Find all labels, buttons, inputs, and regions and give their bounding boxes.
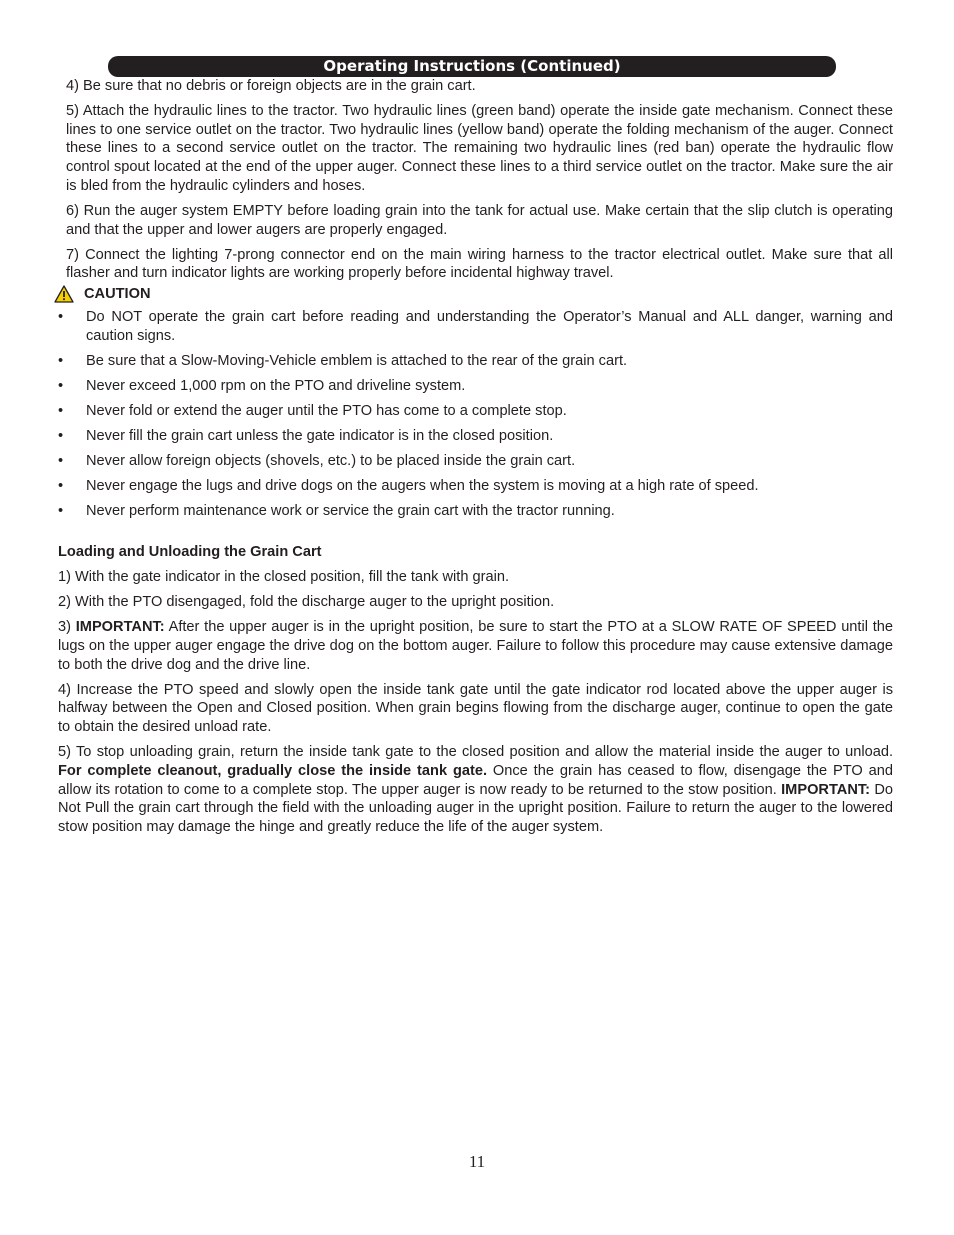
bullet: • [58, 402, 64, 419]
caution-item-text: Never engage the lugs and drive dogs on the augers when the system is moving at a high rate of speed. [86, 477, 759, 494]
step-text: 5) To stop unloading grain, return the inside tank gate to the closed position and allow the material inside the auger to unload. [58, 744, 893, 761]
step-number: 3) [58, 619, 76, 636]
step-5: 5) Attach the hydraulic lines to the tractor. Two hydraulic lines (green band) operate the inside gate mechanism. Connect these lines to one service outlet on the tractor. Two hydraulic lines (yellow band) operate the folding mechanism of the auger. Connect these lines to a second service outlet on the tractor. The remaining two hydraulic lines (red ban) operate the hydraulic flow control spout located at the end of the upper auger. Connect these lines to a third service outlet on the tractor. Make sure the air is bled from the hydraulic cylinders and hoses. [66, 103, 893, 194]
important-label: IMPORTANT: [781, 781, 871, 798]
step-text: Do Not Pull the grain cart through the field with the unloading auger in the upright position. Failure to return the auger to the lowered stow position may damage the hinge and greatly reduce the life of the auger system. [58, 781, 893, 835]
step-text: Once the grain has ceased to flow, disengage the PTO and allow its rotation to come to a complete stop. The upper auger is now ready to be returned to the stow position. [58, 762, 893, 798]
caution-item-text: Never fill the grain cart unless the gate indicator is in the closed position. [86, 427, 554, 444]
bullet: • [58, 502, 64, 519]
caution-item-text: Never exceed 1,000 rpm on the PTO and driveline system. [86, 377, 466, 394]
caution-item-text: Never fold or extend the auger until the PTO has come to a complete stop. [86, 402, 567, 419]
section-title: Loading and Unloading the Grain Cart [58, 544, 322, 561]
section-header [108, 56, 836, 77]
caution-item-text: Be sure that a Slow-Moving-Vehicle emblem is attached to the rear of the grain cart. [86, 352, 628, 369]
loading-step-2: 2) With the PTO disengaged, fold the discharge auger to the upright position. [58, 594, 555, 611]
list-item [58, 352, 893, 371]
bullet: • [58, 377, 64, 394]
list-item [58, 452, 893, 471]
section-header-title: Operating Instructions (Continued) [323, 57, 621, 75]
loading-step-1: 1) With the gate indicator in the closed position, fill the tank with grain. [58, 569, 510, 586]
list-item [58, 377, 893, 396]
loading-step-5 [58, 743, 893, 837]
caution-item-text: Never allow foreign objects (shovels, etc.) to be placed inside the grain cart. [86, 452, 576, 469]
list-item [58, 477, 893, 496]
cleanout-note: For complete cleanout, gradually close the inside tank gate. [58, 762, 488, 779]
step-6: 6) Run the auger system EMPTY before loading grain into the tank for actual use. Make certain that the slip clutch is operating and that the upper and lower augers are properly engaged. [66, 202, 893, 238]
step-4: 4) Be sure that no debris or foreign objects are in the grain cart. [66, 78, 476, 94]
loading-step-4: 4) Increase the PTO speed and slowly open the inside tank gate until the gate indicator rod located above the upper auger is halfway between the Open and Closed position. When grain begins flowing from the discharge auger, continue to open the gate to obtain the desired unload rate. [58, 681, 893, 736]
page-number: 11 [468, 1152, 486, 1171]
bullet: • [58, 477, 64, 494]
bullet: • [58, 427, 64, 444]
step-7: 7) Connect the lighting 7-prong connector end on the main wiring harness to the tractor electrical outlet. Make sure that all flasher and turn indicator lights are working properly before incidental highway travel. [66, 246, 893, 282]
warning-triangle-icon [54, 285, 74, 303]
list-item [58, 308, 893, 345]
caution-item-text: Never perform maintenance work or service the grain cart with the tractor running. [86, 502, 615, 519]
caution-label: CAUTION [84, 285, 151, 302]
caution-list [58, 308, 893, 520]
page-content [58, 77, 893, 837]
important-label: IMPORTANT: [75, 619, 165, 636]
caution-heading [58, 284, 893, 304]
list-item [58, 402, 893, 421]
step-text: After the upper auger is in the upright position, be sure to start the PTO at a SLOW RATE OF SPEED until the lugs on the upper auger engage the drive dog on the bottom auger. Failure to follow this procedure may cause extensive damage to both the drive dog and the drive line. [58, 619, 893, 673]
caution-item-text: Do NOT operate the grain cart before reading and understanding the Operator’s Manual and ALL danger, warning and caution signs. [86, 308, 893, 344]
bullet: • [58, 352, 64, 369]
list-item [58, 427, 893, 446]
bullet: • [58, 308, 64, 325]
list-item [58, 502, 893, 521]
bullet: • [58, 452, 64, 469]
loading-step-3 [58, 618, 893, 674]
